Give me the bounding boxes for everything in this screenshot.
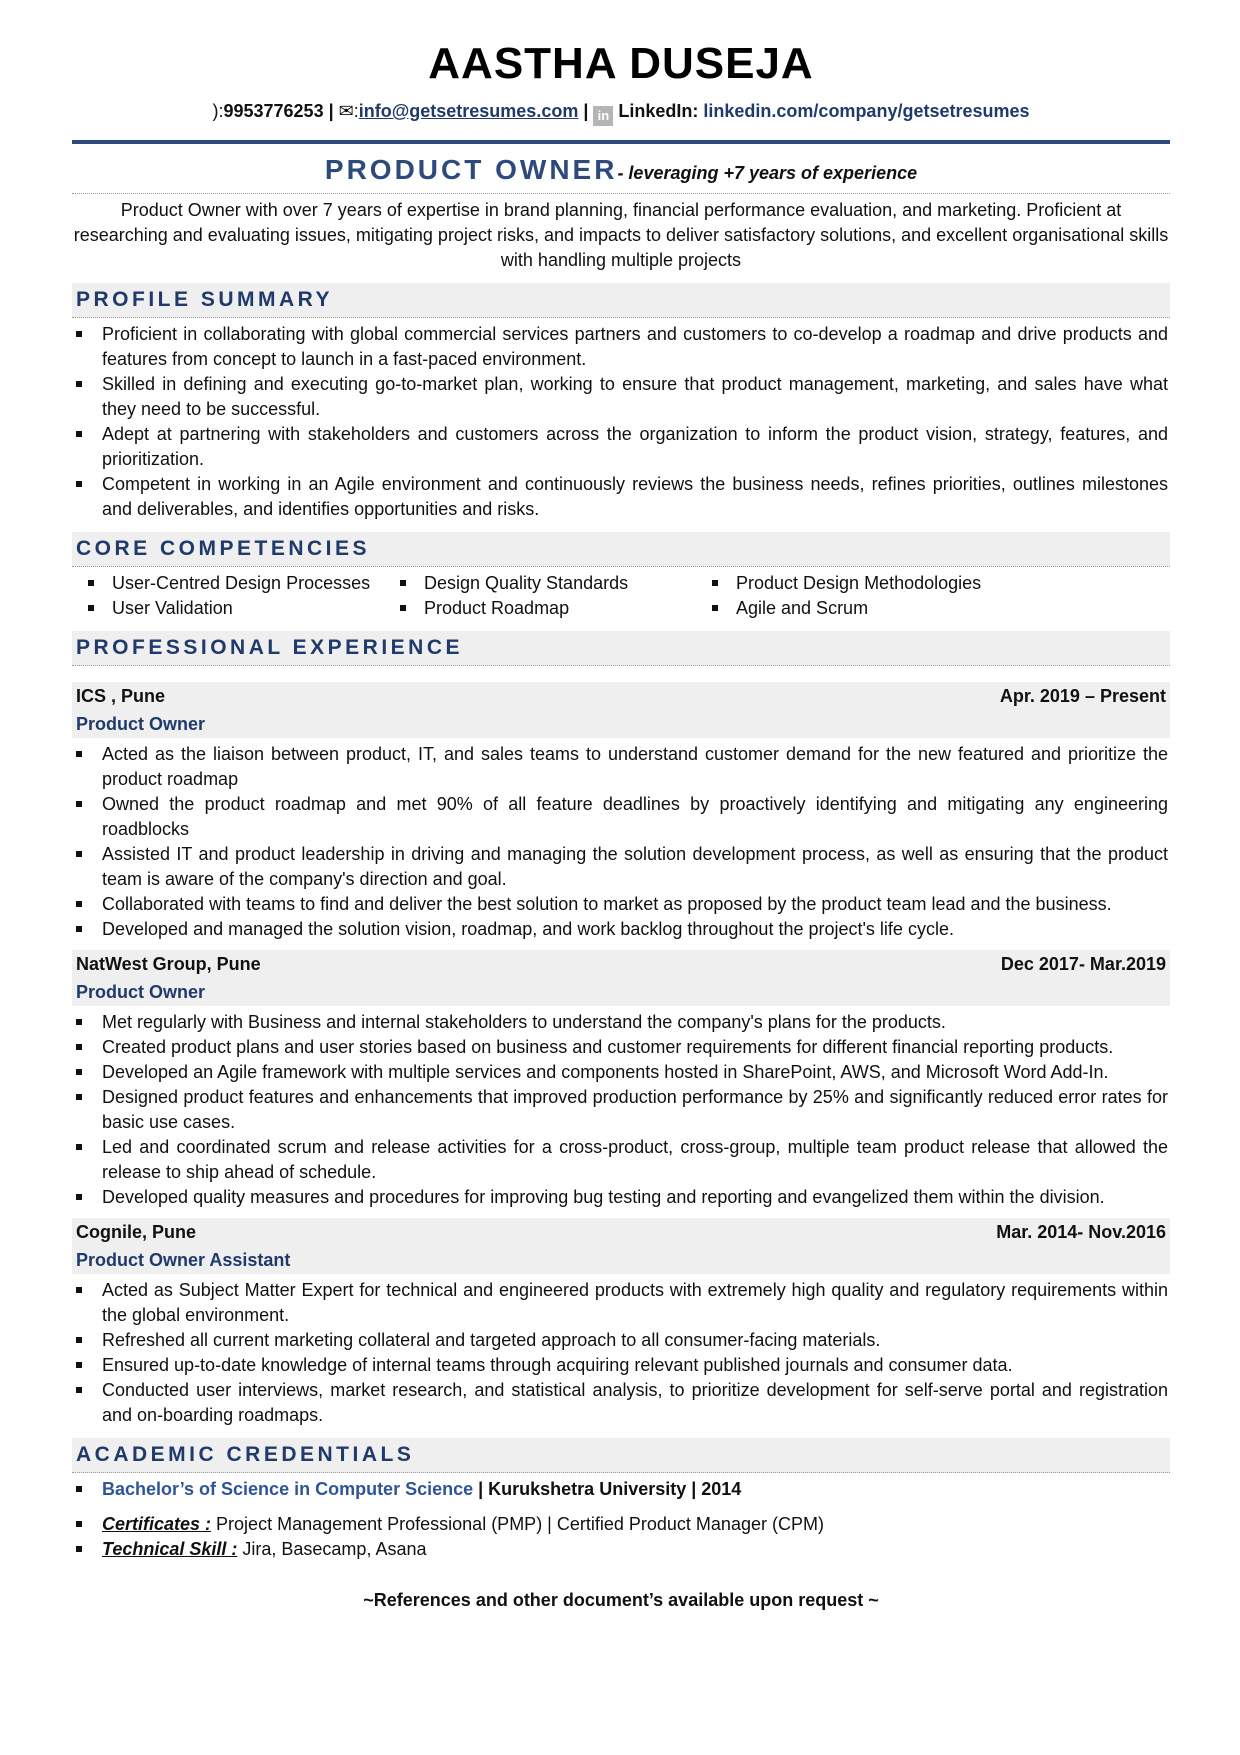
- job-subtitle: - leveraging +7 years of experience: [617, 163, 918, 183]
- headline: [72, 152, 1170, 193]
- section-heading-profile-summary: PROFILE SUMMARY: [72, 283, 1170, 318]
- company-name: Cognile, Pune: [76, 1222, 197, 1242]
- list-item: Refreshed all current marketing collateral and targeted approach to all consumer-facing materials.: [72, 1328, 1170, 1353]
- section-heading-core-competencies: CORE COMPETENCIES: [72, 532, 1170, 567]
- email-link[interactable]: info@getsetresumes.com: [358, 101, 579, 121]
- list-item: Assisted IT and product leadership in driving and managing the solution development process, as well as ensuring that the product team is aware of the company's direction and goal.: [72, 842, 1170, 892]
- company-name: NatWest Group, Pune: [76, 954, 261, 974]
- education-entry: [72, 1477, 1170, 1502]
- email-icon: ✉:: [338, 101, 359, 121]
- competencies-grid: [72, 571, 1170, 621]
- candidate-name: AASTHA DUSEJA: [428, 39, 814, 88]
- university-info: | Kurukshetra University | 2014: [473, 1479, 742, 1499]
- job-header: [72, 950, 1170, 1006]
- certificates-entry: [72, 1512, 1170, 1537]
- list-item: Acted as the liaison between product, IT, and sales teams to understand customer demand for the new featured and prioritize the product roadmap: [72, 742, 1170, 792]
- list-item: Collaborated with teams to find and deliver the best solution to market as proposed by the product team lead and the business.: [72, 892, 1170, 917]
- divider: [72, 193, 1170, 194]
- header-rule: [72, 140, 1170, 144]
- linkedin-label: LinkedIn:: [618, 101, 704, 121]
- separator: |: [323, 101, 339, 121]
- job-bullets: [72, 1010, 1170, 1210]
- list-item: Developed an Agile framework with multiple services and components hosted in SharePoint, AWS, and Microsoft Word Add-In.: [72, 1060, 1170, 1085]
- skills-entry: [72, 1537, 1170, 1562]
- skills-label: Technical Skill :: [102, 1539, 238, 1559]
- list-item: Proficient in collaborating with global commercial services partners and customers to co-develop a roadmap and drive products and features from concept to launch in a fast-paced environment.: [72, 322, 1170, 372]
- degree-name: Bachelor’s of Science in Computer Science: [102, 1479, 474, 1499]
- job-bullets: [72, 742, 1170, 942]
- linkedin-icon: in: [593, 106, 613, 126]
- list-item: Developed and managed the solution vision, roadmap, and work backlog throughout the project's life cycle.: [72, 917, 1170, 942]
- job-header: [72, 1218, 1170, 1274]
- job-dates: Mar. 2014- Nov.2016: [996, 1222, 1166, 1242]
- section-heading-experience: PROFESSIONAL EXPERIENCE: [72, 631, 1170, 666]
- contact-line: [72, 98, 1170, 126]
- certificates-value: Project Management Professional (PMP) | Certified Product Manager (CPM): [211, 1514, 824, 1534]
- competency-item: Product Roadmap: [396, 596, 708, 621]
- list-item: Competent in working in an Agile environment and continuously reviews the business needs, refines priorities, outlines milestones and deliverables, and identifies opportunities and risks.: [72, 472, 1170, 522]
- list-item: Designed product features and enhancements that improved production performance by 25% and significantly reduced error rates for basic use cases.: [72, 1085, 1170, 1135]
- phone-number: 9953776253: [223, 101, 324, 121]
- list-item: Owned the product roadmap and met 90% of all feature deadlines by proactively identifying and mitigating any engineering roadblocks: [72, 792, 1170, 842]
- separator: |: [578, 101, 594, 121]
- competency-item: Design Quality Standards: [396, 571, 708, 596]
- job-title: PRODUCT OWNER: [324, 154, 618, 185]
- list-item: Created product plans and user stories based on business and customer requirements for different financial reporting products.: [72, 1035, 1170, 1060]
- list-item: Adept at partnering with stakeholders and customers across the organization to inform the product vision, strategy, features, and prioritization.: [72, 422, 1170, 472]
- footer-note: ~References and other document’s available upon request ~: [363, 1590, 879, 1610]
- competency-item: Agile and Scrum: [708, 596, 1020, 621]
- list-item: Met regularly with Business and internal stakeholders to understand the company's plans for the products.: [72, 1010, 1170, 1035]
- summary-paragraph: Product Owner with over 7 years of expertise in brand planning, financial performance evaluation, and marketing. Proficient at researching and evaluating issues, mitigating project risks, and impacts to deliver satisfactory solutions, and excellent organisational skills with handling multiple projects: [73, 200, 1169, 270]
- section-heading-academic: ACADEMIC CREDENTIALS: [72, 1438, 1170, 1473]
- list-item: Led and coordinated scrum and release activities for a cross-product, cross-group, multiple team product release that allowed the release to ship ahead of schedule.: [72, 1135, 1170, 1185]
- job-bullets: [72, 1278, 1170, 1428]
- list-item: Ensured up-to-date knowledge of internal teams through acquiring relevant published journals and consumer data.: [72, 1353, 1170, 1378]
- competency-item: Product Design Methodologies: [708, 571, 1020, 596]
- certificates-label: Certificates :: [102, 1514, 212, 1534]
- phone-icon: ):: [212, 101, 224, 121]
- competency-item: User-Centred Design Processes: [84, 571, 396, 596]
- job-dates: Apr. 2019 – Present: [999, 686, 1166, 706]
- competency-item: User Validation: [84, 596, 396, 621]
- list-item: Conducted user interviews, market research, and statistical analysis, to prioritize development for self-serve portal and registration and on-boarding roadmaps.: [72, 1378, 1170, 1428]
- job-role: Product Owner: [76, 714, 206, 734]
- job-dates: Dec 2017- Mar.2019: [1000, 954, 1166, 974]
- skills-value: Jira, Basecamp, Asana: [237, 1539, 427, 1559]
- linkedin-link[interactable]: linkedin.com/company/getsetresumes: [703, 101, 1030, 121]
- profile-summary-list: [72, 322, 1170, 522]
- company-name: ICS , Pune: [76, 686, 166, 706]
- list-item: Acted as Subject Matter Expert for technical and engineered products with extremely high quality and regulatory requirements within the global environment.: [72, 1278, 1170, 1328]
- job-header: [72, 682, 1170, 738]
- list-item: Developed quality measures and procedures for improving bug testing and reporting and evangelized them within the division.: [72, 1185, 1170, 1210]
- resume-page: [72, 0, 1170, 1611]
- list-item: Skilled in defining and executing go-to-market plan, working to ensure that product management, marketing, and sales have what they need to be successful.: [72, 372, 1170, 422]
- job-role: Product Owner: [76, 982, 206, 1002]
- job-role: Product Owner Assistant: [76, 1250, 291, 1270]
